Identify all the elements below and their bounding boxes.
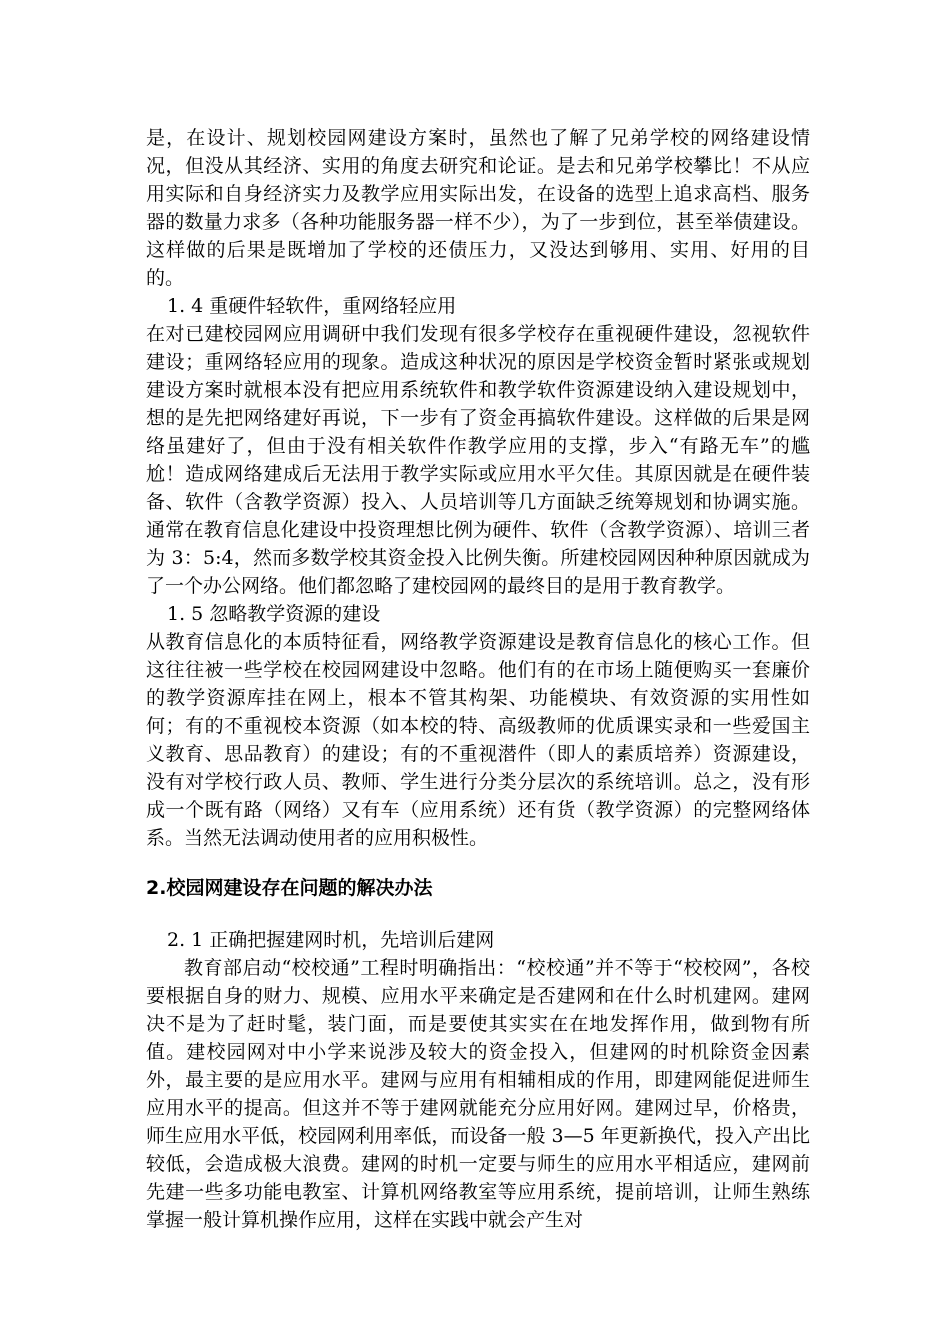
subheading-2-1: 2. 1 正确把握建网时机，先培训后建网 bbox=[167, 929, 495, 951]
paragraph-intro: 是，在设计、规划校园网建设方案时，虽然也了解了兄弟学校的网络建设情况，但没从其经济、实用的角度去研究和论证。是去和兄弟学校攀比！不从应用实际和自身经济实力及教学应用实际出发，在设备的选型上追求高档、服务器的数量力求多（各种功能服务器一样不少），为了一步到位，甚至举债建设。这样做的后果是既增加了学校的还债压力，又没达到够用、实用、好用的目的。 bbox=[146, 127, 810, 289]
subheading-1-4: 1. 4 重硬件轻软件，重网络轻应用 bbox=[167, 295, 457, 317]
paragraph-1-5: 从教育信息化的本质特征看，网络教学资源建设是教育信息化的核心工作。但这往往被一些学校在校园网建设中忽略。他们有的在市场上随便购买一套廉价的教学资源库挂在网上，根本不管其构架、功能模块、有效资源的实用性如何；有的不重视校本资源（如本校的特、高级教师的优质课实录和一些爱国主义教育、思品教育）的建设；有的不重视潜件（即人的素质培养）资源建设，没有对学校行政人员、教师、学生进行分类分层次的系统培训。总之，没有形成一个既有路（网络）又有车（应用系统）还有货（教学资源）的完整网络体系。当然无法调动使用者的应用积极性。 bbox=[146, 631, 810, 849]
paragraph-1-4: 在对已建校园网应用调研中我们发现有很多学校存在重视硬件建设，忽视软件建设；重网络轻应用的现象。造成这种状况的原因是学校资金暂时紧张或规划建设方案时就根本没有把应用系统软件和教学软件资源建设纳入建设规划中，想的是先把网络建好再说，下一步有了资金再搞软件建设。这样做的后果是网络虽建好了，但由于没有相关软件作教学应用的支撑，步入“有路无车”的尴尬！造成网络建成后无法用于教学实际或应用水平欠佳。其原因就是在硬件装备、软件（含教学资源）投入、人员培训等几方面缺乏统筹规划和协调实施。通常在教育信息化建设中投资理想比例为硬件、软件（含教学资源）、培训三者为 3：5:4，然而多数学校其资金投入比例失衡。所建校园网因种种原因就成为了一个办公网络。他们都忽略了建校园网的最终目的是用于教育教学。 bbox=[146, 323, 810, 597]
document-body bbox=[146, 124, 810, 1234]
section-heading-2: 2.校园网建设存在问题的解决办法 bbox=[146, 877, 433, 899]
subheading-1-5: 1. 5 忽略教学资源的建设 bbox=[167, 603, 381, 625]
paragraph-2-1: 教育部启动“校校通”工程时明确指出：“校校通”并不等于“校校网”，各校要根据自身的财力、规模、应用水平来确定是否建网和在什么时机建网。建网决不是为了赶时髦，装门面，而是要使其实实在在地发挥作用，做到物有所值。建校园网对中小学来说涉及较大的资金投入，但建网的时机除资金因素外，最主要的是应用水平。建网与应用有相辅相成的作用，即建网能促进师生应用水平的提高。但这并不等于建网就能充分应用好网。建网过早，价格贵，师生应用水平低，校园网利用率低，而设备一般 3—5 年更新换代，投入产出比较低，会造成极大浪费。建网的时机一定要与师生的应用水平相适应，建网前先建一些多功能电教室、计算机网络教室等应用系统，提前培训，让师生熟练掌握一般计算机操作应用，这样在实践中就会产生对 bbox=[146, 957, 810, 1231]
